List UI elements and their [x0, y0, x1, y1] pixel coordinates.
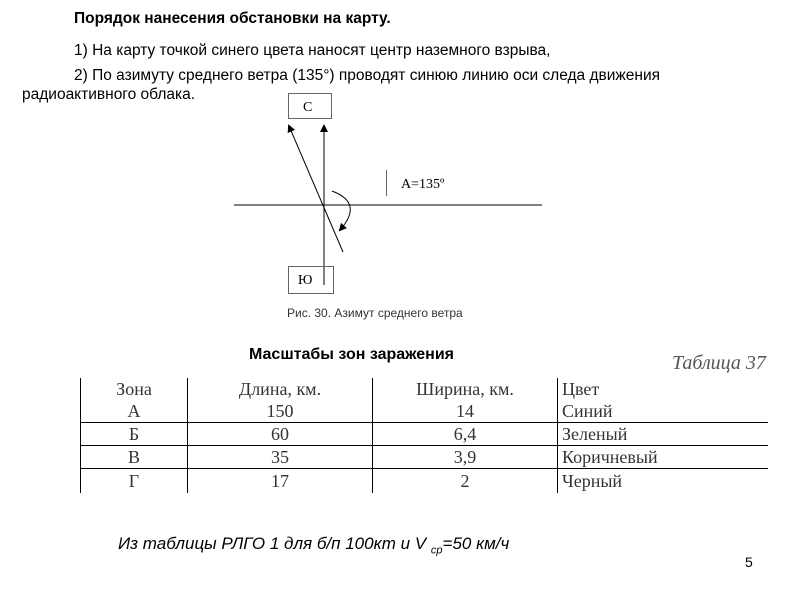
- header-color: Цвет: [562, 379, 600, 399]
- cell-length: 60: [188, 423, 373, 446]
- step-2-text: 2) По азимуту среднего ветра (135°) проводят синюю линию оси следа движения: [74, 67, 661, 84]
- north-label: С: [303, 100, 313, 115]
- header-zone: Зона: [81, 378, 188, 400]
- cell-length: 150: [188, 400, 373, 423]
- table-row: [81, 469, 769, 494]
- azimuth-ray-line: [289, 126, 343, 252]
- cell-length: 35: [188, 446, 373, 469]
- cell-width: 3,9: [373, 446, 558, 469]
- header-width: Ширина, км.: [373, 378, 558, 400]
- table-row: [81, 446, 769, 469]
- cell-width: 14: [373, 400, 558, 423]
- figure-caption: Рис. 30. Азимут среднего ветра: [287, 306, 463, 320]
- table-row: [81, 400, 769, 423]
- azimuth-arc-arrow: [332, 191, 350, 230]
- cell-width: 6,4: [373, 423, 558, 446]
- table-row: [81, 423, 769, 446]
- page-heading: Порядок нанесения обстановки на карту.: [74, 10, 391, 27]
- cell-color: Коричневый: [558, 446, 769, 469]
- zones-table: [80, 378, 768, 493]
- table-header-row: [81, 378, 769, 400]
- cell-width: 2: [373, 469, 558, 494]
- step-1-text: 1) На карту точкой синего цвета наносят центр наземного взрыва,: [74, 42, 551, 59]
- header-length: Длина, км.: [188, 378, 373, 400]
- footnote-subscript: ср: [430, 544, 443, 557]
- cell-zone: Б: [81, 423, 188, 446]
- cell-length: 17: [188, 469, 373, 494]
- table-title: Масштабы зон заражения: [249, 346, 454, 363]
- cell-color: Зеленый: [558, 423, 769, 446]
- cell-color: Синий: [558, 400, 769, 423]
- footnote-text: Из таблицы РЛГО 1 для б/п 100кт и V: [118, 534, 431, 553]
- footnote-text-end: =50 км/ч: [442, 534, 510, 553]
- step-2-continuation-text: радиоактивного облака.: [22, 86, 196, 103]
- azimuth-label: А=135º: [401, 177, 445, 192]
- page-number: 5: [745, 554, 753, 570]
- cell-zone: А: [81, 400, 188, 423]
- cell-zone: Г: [81, 469, 188, 494]
- south-label: Ю: [298, 273, 313, 288]
- table-number: Таблица 37: [672, 352, 766, 374]
- cell-color: Черный: [562, 471, 623, 491]
- cell-zone: В: [81, 446, 188, 469]
- footnote: [118, 534, 509, 556]
